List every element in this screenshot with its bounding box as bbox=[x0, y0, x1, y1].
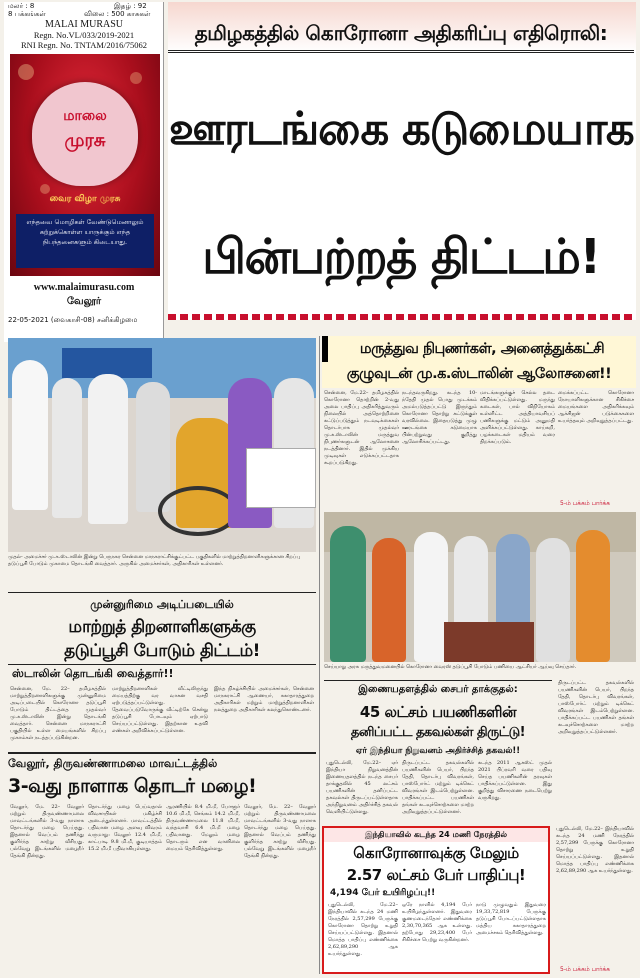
india-covid-title-1: கொரோனாவுக்கு மேலும் bbox=[353, 844, 519, 862]
meeting-column-1: சென்னை, மே.22– தமிழகத்தில் கொரோனா தொற்றின் 2-வது அலை பாதிப்பு அதிகரித்துவரும் நிலையில் அத்தொற்றினை கட்டுப்படுத்தும் நடவடிக்கைகள் தொடர்பாக முதல்வர் மு.க.ஸ்டாலின் மருத்துவ நிபுணர்களுடன் ஆலோசனை நடத்தினார். இதில் முக்கிய முடிவுகள் எடுக்கப்பட்டதாக கூறப்படுகிறது. bbox=[324, 390, 399, 466]
wheelchair bbox=[158, 486, 238, 536]
india-covid-continued[interactable]: 5-ம் பக்கம் பார்க்க bbox=[560, 966, 611, 973]
lead-headline-line-2: பின்பற்றத் திட்டம்! bbox=[202, 229, 600, 285]
cyber-column-1: புதுடெல்லி, மே.22– ஏர் இந்தியா நிறுவனத்தின் இணையதளத்தில் நடந்த சைபர் தாக்குதலில் 45 லட்சம் பயணிகளின் தனிப்பட்ட தகவல்கள் திருடப்பட்டுள்ளதாக அந்நிறுவனம் அதிர்ச்சித் தகவல் வெளியிட்டுள்ளது. bbox=[326, 760, 398, 815]
logo-text-murasu: முரசு bbox=[64, 130, 106, 151]
meeting-column-3: மாடங்களுக்குச் செல்ல தடை விதிக்கப்பட்டுள்ளது. மருந்து கடைகள், பால் விநியோகம் உள்ளிட்ட அத்தியாவசியப் பணிகளுக்கு மட்டும் அனுமதி அளிக்கப்பட்டுள்ளது. காய்கறி, பழக்கடைகள் மதியம் வரை திறக்கப்படும். bbox=[480, 390, 555, 445]
bokeh-decoration bbox=[18, 64, 34, 80]
rni-number: RNI Regn. No. TNTAM/2016/75062 bbox=[21, 40, 147, 50]
cyber-column-4: திருடப்பட்ட தகவல்களில் பயணிகளின் பெயர், பிறந்த தேதி, தொடர்பு விவரங்கள், பாஸ்போர்ட் மற்றும் டிக்கெட் விவரங்கள் இடம்பெற்றுள்ளன. பாதிக்கப்பட்ட பயணிகள் தங்கள் கடவுச்சொற்களை மாற்ற அறிவுறுத்தப்பட்டுள்ளனர். bbox=[558, 680, 634, 735]
jubilee-label: வைர விழா முரசு bbox=[49, 194, 121, 204]
price-label: விலை : 500 காசுகள் bbox=[84, 10, 151, 18]
rain-title: 3-வது நாளாக தொடர் மழை! bbox=[8, 775, 257, 797]
disabled-column-3: இந்த நிகழ்ச்சியில் அமைச்சர்கள், சென்னை மாநகராட்சி ஆணையர், சுகாதாரத்துறை அதிகாரிகள் மற்றும் மாற்றுத்திறனாளிகள் நலத்துறை அதிகாரிகள் கலந்துகொண்டனர். bbox=[214, 686, 314, 713]
meeting-headline-box bbox=[322, 336, 636, 388]
india-covid-subtitle: 4,194 பேர் உயிரிழப்பு!! bbox=[330, 888, 436, 898]
cyber-subtitle: ஏர் இந்தியா நிறுவனம் அதிர்ச்சித் தகவல்!! bbox=[355, 746, 521, 756]
cyber-title-2: தனிப்பட்ட தகவல்கள் திருட்டு! bbox=[350, 725, 526, 740]
meeting-title-1: மருத்துவ நிபுணர்கள், அனைத்துக்கட்சி bbox=[322, 336, 636, 362]
masthead-panel bbox=[4, 2, 164, 342]
india-covid-column-3: நாடு முழுவதும் இதுவரை 19,33,72,819 பேருக்கு தடுப்பூசி போடப்பட்டுள்ளதாக மத்திய சுகாதாரத்துறை அமைச்சகம் தெரிவித்துள்ளது. bbox=[476, 902, 546, 936]
rain-column-2: தொடர்ந்து மழை பெய்வதால் விவசாயிகள் மகிழ்ச்சி அடைந்துள்ளனர். மாவட்டத்தில் பதிவான மழை அளவு விவரம் வருமாறு: வேலூர் 12.4 மி.மீ, காட்பாடி 9.8 மி.மீ, குடியாத்தம் 15.2 மி.மீ பதிவாகியுள்ளது. bbox=[88, 804, 162, 852]
registration-number: Regn. No.VL/033/2019-2021 bbox=[33, 30, 135, 40]
slogan-line-2: கற்றுக்கொள்ள யாருக்கும் எந்த bbox=[39, 228, 131, 236]
india-covid-column-2: ஒரே நாளில் 4,194 பேர் உயிரிழந்துள்ளனர். இதுவரை குணமடைந்தோர் எண்ணிக்கை 2,30,70,365 ஆக உள்ளது. தற்போது 29,23,400 பேர் சிகிச்சை பெற்று வருகின்றனர். bbox=[402, 902, 472, 943]
rain-kicker: வேலூர், திருவண்ணாமலை மாவட்டத்தில் bbox=[8, 757, 218, 770]
heart-emblem bbox=[32, 82, 138, 186]
slogan-line-1: எந்தவை மொழிகள் வேண்டுமெனாலும் bbox=[26, 218, 144, 226]
india-covid-column-1: புதுடெல்லி, மே.22– இந்தியாவில் கடந்த 24 மணி நேரத்தில் 2,57,299 பேருக்கு கொரோனா தொற்று உறுதி செய்யப்பட்டுள்ளது. இதனால் மொத்த பாதிப்பு எண்ணிக்கை 2,62,89,290 ஆக உயர்ந்துள்ளது. bbox=[328, 902, 398, 957]
vaccination-camp-photo bbox=[8, 338, 316, 552]
logo-text-malai: மாலை bbox=[63, 108, 107, 124]
meeting-title-2: குழுவுடன் மு.க.ஸ்டாலின் ஆலோசனை!! bbox=[346, 366, 612, 382]
collector-inspection-photo bbox=[324, 512, 636, 662]
paper-name-english: MALAI MURASU bbox=[44, 19, 124, 30]
issue-label: இதழ் : 92 bbox=[114, 2, 147, 10]
disabled-title-1: மாற்றுத் திறனாளிகளுக்கு bbox=[68, 617, 256, 637]
india-covid-column-4: புதுடெல்லி, மே.22– இந்தியாவில் கடந்த 24 மணி நேரத்தில் 2,57,299 பேருக்கு கொரோனா தொற்று உறுதி செய்யப்பட்டுள்ளது. இதனால் மொத்த பாதிப்பு எண்ணிக்கை 2,62,89,290 ஆக உயர்ந்துள்ளது. bbox=[556, 826, 634, 874]
pages-label: 8 பக்கங்கள் bbox=[8, 10, 46, 18]
rain-column-3: ஆரணியில் 8.4 மி.மீ, போளூர் 10.6 மி.மீ, செங்கம் 14.2 மி.மீ, திருவண்ணாமலை 11.8 மி.மீ, வந்தவாசி 6.4 மி.மீ மழை பதிவானது. மேலும் மழை தொடரும் என வானிலை மையம் தெரிவித்துள்ளது. bbox=[166, 804, 240, 852]
lead-kicker: தமிழகத்தில் கொரோனா அதிகரிப்பு எதிரொலி: bbox=[168, 16, 634, 53]
cyber-column-3: கடந்த 2011 ஆகஸ்ட் முதல் 2021 பிப்ரவரி வரை பதிவு செய்த பயணிகளின் தரவுகள் பாதிக்கப்பட்டுள்ளன. இது குறித்து விசாரணை நடைபெற்று வருகிறது. bbox=[478, 760, 552, 801]
issue-date: 22-05-2021 (வைகாசி-08) சனிக்கிழமை bbox=[8, 316, 138, 324]
cyber-kicker: இணையதளத்தில் சைபர் தாக்குதல்: bbox=[358, 684, 518, 695]
disabled-title-2: தடுப்பூசி போடும் திட்டம்! bbox=[64, 641, 260, 661]
india-covid-title-2: 2.57 லட்சம் பேர் பாதிப்பு! bbox=[346, 866, 526, 884]
slogan-box bbox=[16, 214, 154, 268]
meeting-column-4: மைக்கப்பட்ட கொரோனா நோயாளிகளுக்கான சிகிச்சை மையங்களை அதிகரிக்கவும் ஆக்சிஜன் படுக்கைகளை உயர்த்தவும் அறிவுறுத்தப்பட்டது. bbox=[558, 390, 634, 424]
india-covid-kicker: இந்தியாவில் கடந்த 24 மணி நேரத்தில் bbox=[324, 828, 548, 842]
cyber-column-2: திருடப்பட்ட தகவல்களில் பயணிகளின் பெயர், பிறந்த தேதி, தொடர்பு விவரங்கள், பாஸ்போர்ட் மற்றும் டிக்கெட் விவரங்கள் இடம்பெற்றுள்ளன. பாதிக்கப்பட்ட பயணிகள் தங்கள் கடவுச்சொற்களை மாற்ற அறிவுறுத்தப்பட்டுள்ளனர். bbox=[402, 760, 474, 815]
logo-block bbox=[10, 54, 160, 276]
meeting-column-2: நடந்தவருகிறது. கடந்த 10-ந்தேதி முதல் பொது முடக்கம் அமல்படுத்தப்பட்டு இருந்தும் கொரோனா தொற்று கட்டுக்குள் வரவில்லை. இதையடுத்து முழு ஊரடங்கை கடுமையாக பின்பற்றுவது குறித்து ஆலோசிக்கப்பட்டது. bbox=[402, 390, 477, 445]
rain-column-4: வேலூர், மே. 22– வேலூர் மற்றும் திருவண்ணாமலை மாவட்டங்களில் 3-வது நாளாக தொடர்ந்து மழை பெய்தது. இதனால் வெப்பம் தணிந்து குளிர்ந்த காற்று வீசியது. பல்வேறு இடங்களில் மழைநீர் தேங்கி நின்றது. bbox=[244, 804, 316, 859]
slogan-line-3: நிபந்தனைகளும் கிடையாது. bbox=[42, 238, 128, 246]
disabled-column-2: மாற்றுத்திறனாளிகள் வீட்டிலிருந்து மையத்திற்கு வர வாகன வசதி ஏற்படுத்தப்பட்டுள்ளது. தேவைப்படுவோருக்கு வீட்டிற்கே சென்று தடுப்பூசி போடவும் ஏற்பாடு செய்யப்பட்டுள்ளது. இதற்கான உதவி எண்கள் அறிவிக்கப்பட்டுள்ளன. bbox=[112, 686, 208, 734]
disabled-kicker: முன்னுரிமை அடிப்படையில் bbox=[90, 598, 234, 611]
india-covid-box bbox=[322, 826, 550, 974]
disabled-column-1: சென்னை, மே. 22– தமிழகத்தில் மாற்றுத்திறனாளிகளுக்கு முன்னுரிமை அடிப்படையில் கொரோனா தடுப்பூசி போடும் திட்டத்தை முதல்வர் மு.க.ஸ்டாலின் இன்று தொடங்கி வைத்தார். சென்னை மாநகராட்சி பகுதியில் உள்ள மையங்களில் சிறப்பு முகாம்கள் நடத்தப்படுகின்றன. bbox=[10, 686, 106, 741]
photo-caption-left: முதல்- அமைச்சர் மு.க.ஸ்டாலின் இன்று பெருநகர சென்னை மாநகராட்சிக்குட்பட்ட பகுதிகளில் மாற்றுத்திறனாளிகளுக்கான சிறப்பு தடுப்பூசி போடும் முகாமை தொடங்கி வைத்தார். அருகில் அமைச்சர்கள், அதிகாரிகள் உள்ளனர். bbox=[8, 554, 301, 567]
meeting-continued[interactable]: 5-ம் பக்கம் பார்க்க bbox=[560, 500, 611, 507]
rain-column-1: வேலூர், மே. 22– வேலூர் மற்றும் திருவண்ணாமலை மாவட்டங்களில் 3-வது நாளாக தொடர்ந்து மழை பெய்தது. இதனால் வெப்பம் தணிந்து குளிர்ந்த காற்று வீசியது. பல்வேறு இடங்களில் மழைநீர் தேங்கி நின்றது. bbox=[10, 804, 84, 859]
disabled-subtitle: ஸ்டாலின் தொடங்கி வைத்தார்!! bbox=[8, 664, 316, 683]
photo-caption-right: செய்யாறு அரசு மருத்துவமனையில் கொரோனா வைரஸ் தடுப்பூசி போடும் பணியை ஆட்சியர் ஆய்வு செய்தார். bbox=[324, 664, 577, 670]
website-link[interactable]: www.malaimurasu.com bbox=[33, 282, 135, 293]
cyber-title-1: 45 லட்சம் பயணிகளின் bbox=[359, 703, 517, 721]
edition-city: வேலூர் bbox=[66, 296, 102, 307]
volume-label: மலர் : 8 bbox=[8, 2, 35, 10]
lead-headline-line-1: ஊரடங்கை கடுமையாக bbox=[168, 102, 634, 155]
lead-headline-block bbox=[168, 2, 636, 320]
